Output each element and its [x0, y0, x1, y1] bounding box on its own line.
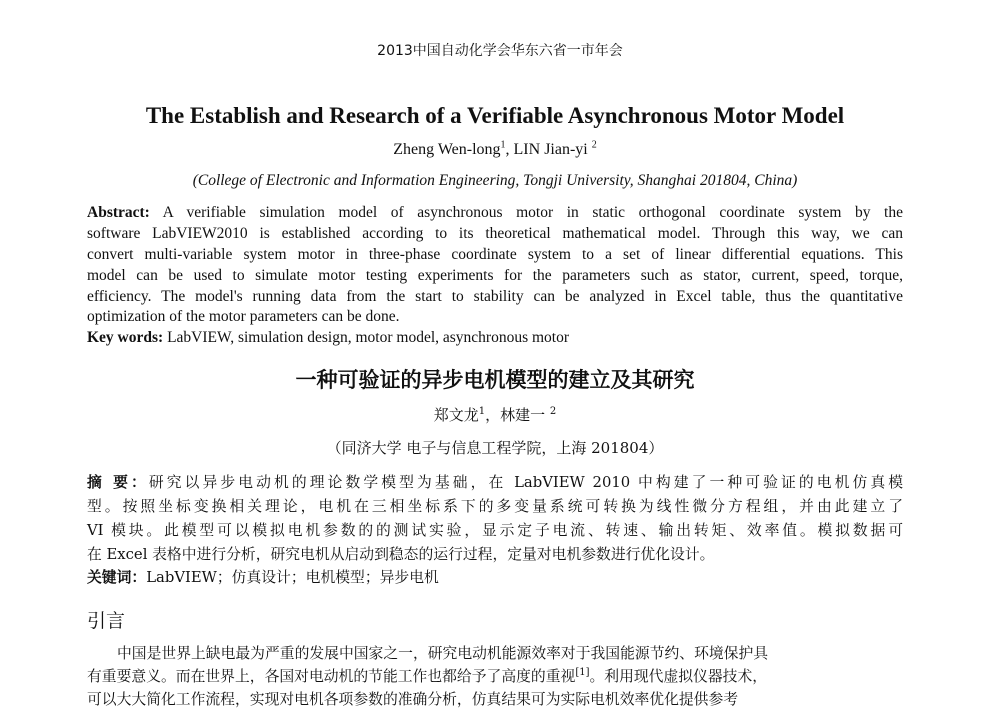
english-keywords: [87, 328, 903, 348]
english-keywords-text: LabVIEW, simulation design, motor model, asynchronous motor: [167, 329, 570, 346]
conference-header: 2013中国自动化学会华东六省一市年会: [377, 43, 623, 59]
chinese-title: 一种可验证的异步电机模型的建立及其研究: [295, 368, 695, 392]
english-author-1-affil: 1: [500, 139, 506, 151]
english-keywords-label: Key words:: [87, 329, 164, 346]
chinese-keywords: [87, 567, 903, 589]
citation: [1]: [575, 667, 590, 679]
chinese-keywords-label: 关键词：: [87, 569, 147, 586]
chinese-author-1-affil: 1: [478, 406, 486, 417]
english-title: The Establish and Research of a Verifiable Asynchronous Motor Model: [145, 103, 845, 128]
english-abstract-line: Abstract: A verifiable simulation model of asynchronous motor in static orthogonal coordinate system by the: [87, 204, 903, 221]
chinese-author-2-affil: 2: [549, 406, 557, 417]
chinese-affiliation: （同济大学 电子与信息工程学院，上海 201804）: [326, 439, 664, 457]
chinese-keywords-text: LabVIEW；仿真设计；电机模型；异步电机: [146, 569, 439, 586]
english-abstract-line: efficiency. The model's running data from the start to stability can be analyzed in Excel table, thus the quantitative: [87, 288, 903, 305]
english-author-1: Zheng Wen-long: [393, 141, 501, 158]
intro-paragraph-line: 有重要意义。而在世界上，各国对电动机的节能工作也都给予了高度的重视[1]。利用现代虚拟仪器技术，: [87, 667, 768, 685]
intro-paragraph-line: 中国是世界上缺电最为严重的发展中国家之一，研究电动机能源效率对于我国能源节约、环境保护具: [117, 645, 769, 662]
english-author-2: LIN Jian-yi: [513, 141, 588, 158]
chinese-author-separator: ，: [485, 406, 501, 424]
chinese-abstract-line: 在 Excel 表格中进行分析，研究电机从启动到稳态的运行过程，定量对电机参数进行优化设计。: [87, 546, 715, 563]
intro-paragraph-line: 可以大大简化工作流程，实现对电机各项参数的准确分析，仿真结果可为实际电机效率优化提供参考: [87, 691, 739, 708]
english-abstract-line: software LabVIEW2010 is established according to its theoretical mathematical model. Through this way, we can: [87, 225, 903, 242]
chinese-authors: [0, 404, 990, 425]
english-author-2-affil: 2: [591, 139, 597, 151]
english-abstract-line: convert multi-variable system motor in three-phase coordinate system to a set of linear differential equations. This: [87, 246, 903, 263]
english-abstract-line: optimization of the motor parameters can be done.: [87, 308, 400, 325]
intro-heading: 引言: [87, 610, 126, 632]
chinese-author-1: 郑文龙: [433, 406, 479, 424]
english-author-separator: ,: [505, 141, 514, 158]
chinese-abstract-line: 摘 要：研究以异步电动机的理论数学模型为基础，在 LabVIEW 2010 中构建了一种可验证的电机仿真模: [87, 474, 904, 491]
english-abstract-line: model can be used to simulate motor testing experiments for the parameters such as stator, current, speed, torque,: [87, 267, 903, 284]
chinese-abstract-line: 型。按照坐标变换相关理论，电机在三相坐标系下的多变量系统可转换为线性微分方程组，并由此建立了: [87, 498, 903, 515]
chinese-abstract-label: 摘 要：: [87, 474, 149, 491]
chinese-abstract-line: VI 模块。此模型可以模拟电机参数的的测试实验，显示定子电流、转速、输出转矩、效率值。模拟数据可: [87, 522, 903, 539]
english-abstract-label: Abstract:: [87, 204, 150, 221]
chinese-author-2: 林建一: [500, 406, 546, 424]
english-affiliation: (College of Electronic and Information Engineering, Tongji University, Shanghai 201804, China): [192, 172, 798, 189]
english-authors: [0, 141, 990, 159]
